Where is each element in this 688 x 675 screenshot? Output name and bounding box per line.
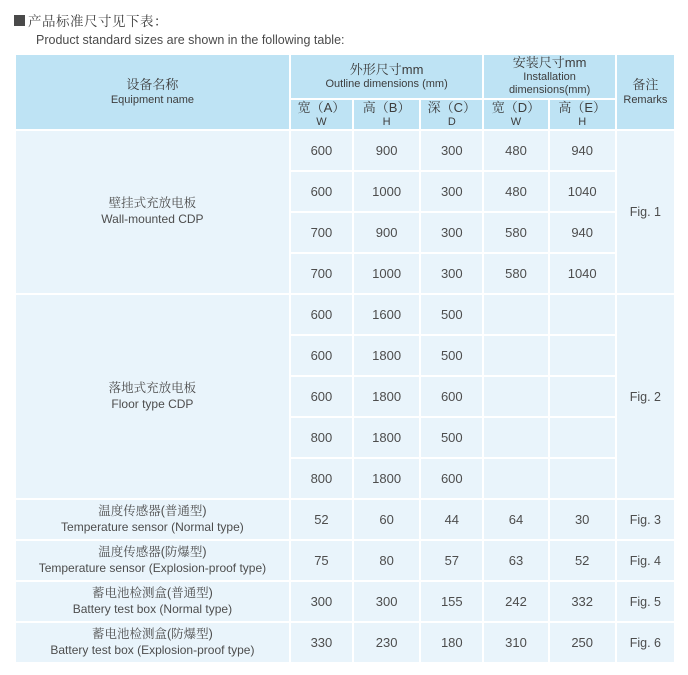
col-header-equipment-name: 设备名称 Equipment name <box>16 55 289 129</box>
col-header-width-d: 宽（D） W <box>484 100 547 129</box>
cell-width-a: 330 <box>291 623 352 662</box>
cell-width-d: 480 <box>484 172 547 211</box>
cell-height-e <box>550 459 615 498</box>
page-title-zh <box>14 10 688 30</box>
remark-cell-fig-4: Fig. 4 <box>617 541 674 580</box>
cell-height-e <box>550 336 615 375</box>
cell-height-e <box>550 295 615 334</box>
cell-height-e: 1040 <box>550 254 615 293</box>
cell-depth-c: 57 <box>421 541 482 580</box>
cell-depth-c: 500 <box>421 336 482 375</box>
cell-height-e: 30 <box>550 500 615 539</box>
cell-width-d: 63 <box>484 541 547 580</box>
cell-width-a: 600 <box>291 336 352 375</box>
col-header-width-a: 宽（A） W <box>291 100 352 129</box>
cell-width-d <box>484 418 547 457</box>
cell-width-d: 64 <box>484 500 547 539</box>
cell-depth-c: 500 <box>421 418 482 457</box>
cell-width-a: 600 <box>291 131 352 170</box>
remark-cell-fig-2: Fig. 2 <box>617 295 674 498</box>
cell-height-e: 940 <box>550 213 615 252</box>
cell-width-a: 75 <box>291 541 352 580</box>
equipment-name-cell-wall-mounted-cdp: 壁挂式充放电板 Wall-mounted CDP <box>16 131 289 293</box>
cell-width-a: 600 <box>291 295 352 334</box>
equipment-name-cell-floor-type-cdp: 落地式充放电板 Floor type CDP <box>16 295 289 498</box>
header-row-groups <box>16 55 674 98</box>
cell-width-a: 600 <box>291 377 352 416</box>
remark-cell-fig-3: Fig. 3 <box>617 500 674 539</box>
cell-height-b: 300 <box>354 582 419 621</box>
cell-width-d <box>484 377 547 416</box>
cell-height-b: 1800 <box>354 418 419 457</box>
cell-depth-c: 44 <box>421 500 482 539</box>
equipment-name-cell-battery-test-box-normal: 蓄电池检测盒(普通型) Battery test box (Normal type) <box>16 582 289 621</box>
cell-depth-c: 300 <box>421 131 482 170</box>
cell-height-e: 52 <box>550 541 615 580</box>
cell-depth-c: 600 <box>421 377 482 416</box>
col-header-depth-c: 深（C） D <box>421 100 482 129</box>
cell-width-a: 300 <box>291 582 352 621</box>
product-size-table <box>14 53 676 664</box>
table-row <box>16 295 674 334</box>
cell-height-b: 1800 <box>354 377 419 416</box>
cell-height-e <box>550 377 615 416</box>
cell-height-b: 1600 <box>354 295 419 334</box>
col-header-height-e: 高（E） H <box>550 100 615 129</box>
cell-width-a: 700 <box>291 213 352 252</box>
cell-depth-c: 155 <box>421 582 482 621</box>
cell-height-b: 60 <box>354 500 419 539</box>
col-header-remarks: 备注 Remarks <box>617 55 674 129</box>
cell-height-b: 1000 <box>354 254 419 293</box>
cell-height-b: 1800 <box>354 336 419 375</box>
remark-cell-fig-5: Fig. 5 <box>617 582 674 621</box>
cell-height-e: 250 <box>550 623 615 662</box>
remark-cell-fig-1: Fig. 1 <box>617 131 674 293</box>
cell-depth-c: 300 <box>421 172 482 211</box>
table-row <box>16 541 674 580</box>
cell-width-d: 580 <box>484 213 547 252</box>
title-block <box>0 0 688 49</box>
cell-width-a: 800 <box>291 459 352 498</box>
bullet-square-icon <box>14 15 25 26</box>
page-title-en: Product standard sizes are shown in the following table: <box>36 33 345 47</box>
remark-cell-fig-6: Fig. 6 <box>617 623 674 662</box>
cell-height-e <box>550 418 615 457</box>
cell-height-b: 80 <box>354 541 419 580</box>
cell-height-b: 900 <box>354 131 419 170</box>
cell-height-b: 1800 <box>354 459 419 498</box>
table-row <box>16 500 674 539</box>
table-row <box>16 131 674 170</box>
col-header-outline-dimensions: 外形尺寸mm Outline dimensions (mm) <box>291 55 483 98</box>
cell-height-b: 1000 <box>354 172 419 211</box>
table-row <box>16 623 674 662</box>
cell-width-a: 52 <box>291 500 352 539</box>
equipment-name-cell-temp-sensor-normal: 温度传感器(普通型) Temperature sensor (Normal type) <box>16 500 289 539</box>
table-row <box>16 582 674 621</box>
equipment-name-cell-battery-test-box-explosion-proof: 蓄电池检测盒(防爆型) Battery test box (Explosion-proof type) <box>16 623 289 662</box>
cell-height-e: 332 <box>550 582 615 621</box>
cell-height-e: 940 <box>550 131 615 170</box>
cell-width-d: 480 <box>484 131 547 170</box>
cell-width-d <box>484 336 547 375</box>
cell-height-e: 1040 <box>550 172 615 211</box>
col-header-installation-dimensions: 安装尺寸mm Installation dimensions(mm) <box>484 55 614 98</box>
cell-width-a: 800 <box>291 418 352 457</box>
cell-height-b: 230 <box>354 623 419 662</box>
cell-width-d: 310 <box>484 623 547 662</box>
cell-depth-c: 300 <box>421 254 482 293</box>
col-header-height-b: 高（B） H <box>354 100 419 129</box>
cell-width-d <box>484 295 547 334</box>
cell-depth-c: 600 <box>421 459 482 498</box>
page-title-zh-text: 产品标准尺寸见下表： <box>28 14 168 29</box>
cell-width-a: 700 <box>291 254 352 293</box>
cell-depth-c: 300 <box>421 213 482 252</box>
cell-depth-c: 180 <box>421 623 482 662</box>
equipment-name-cell-temp-sensor-explosion-proof: 温度传感器(防爆型) Temperature sensor (Explosion-proof type) <box>16 541 289 580</box>
cell-width-d: 580 <box>484 254 547 293</box>
cell-depth-c: 500 <box>421 295 482 334</box>
cell-width-d: 242 <box>484 582 547 621</box>
cell-width-d <box>484 459 547 498</box>
cell-width-a: 600 <box>291 172 352 211</box>
cell-height-b: 900 <box>354 213 419 252</box>
